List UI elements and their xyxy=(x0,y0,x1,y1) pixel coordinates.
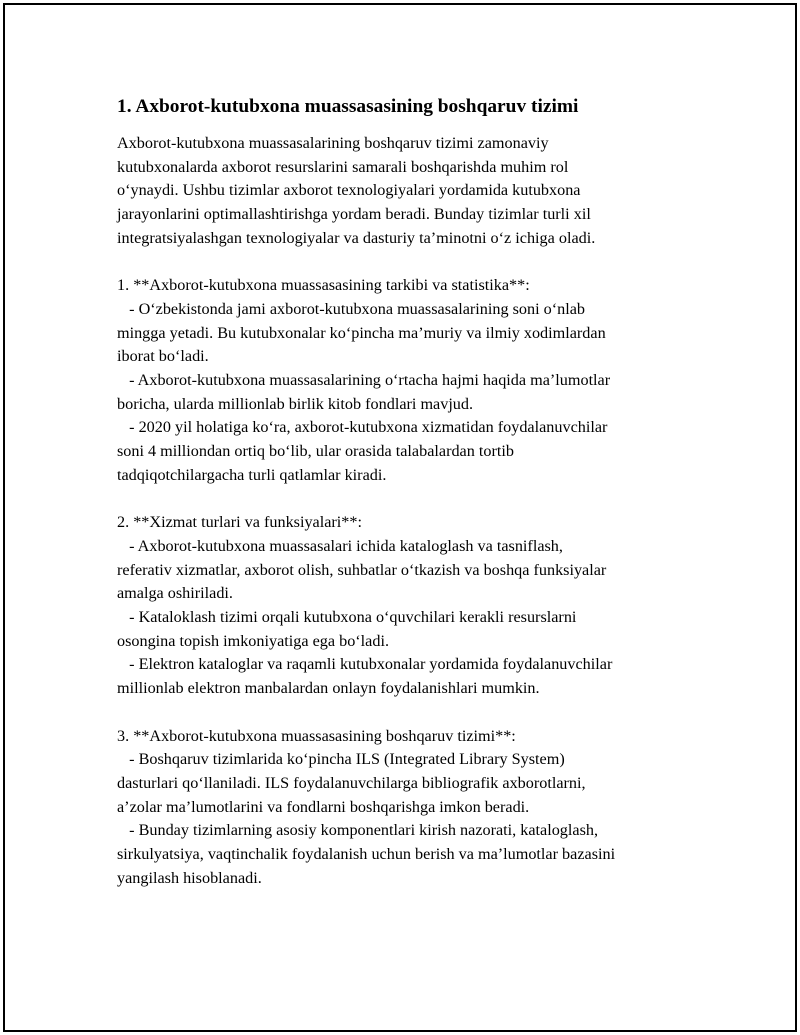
text-line: sirkulyatsiya, vaqtinchalik foydalanish uchun berish va ma’lumotlar bazasini xyxy=(117,845,616,864)
text-line: amalga oshiriladi. xyxy=(117,584,233,603)
text-line: - Bunday tizimlarning asosiy komponentlari kirish nazorati, kataloglash, xyxy=(117,821,599,840)
text-line: osongina topish imkoniyatiga ega bo‘ladi. xyxy=(117,631,389,650)
text-line: millionlab elektron manbalardan onlayn foydalanishlari mumkin. xyxy=(117,679,540,698)
text-line: - O‘zbekistonda jami axborot-kutubxona muassasalarining soni o‘nlab xyxy=(117,299,585,318)
section-management-system xyxy=(117,725,717,891)
text-line: - Axborot-kutubxona muassasalari ichida kataloglash va tasniflash, xyxy=(117,536,563,555)
text-line: soni 4 milliondan ortiq bo‘lib, ular orasida talabalardan tortib xyxy=(117,442,514,461)
text-line: mingga yetadi. Bu kutubxonalar ko‘pincha ma’muriy va ilmiy xodimlardan xyxy=(117,323,606,342)
section-heading: 2. **Xizmat turlari va funksiyalari**: xyxy=(117,513,362,532)
text-line: referativ xizmatlar, axborot olish, suhbatlar o‘tkazish va boshqa funksiyalar xyxy=(117,560,607,579)
text-line: a’zolar ma’lumotlarini va fondlarni boshqarishga imkon beradi. xyxy=(117,797,530,816)
text-line: jarayonlarini optimallashtirishga yordam beradi. Bunday tizimlar turli xil xyxy=(117,205,591,224)
text-line: - Boshqaruv tizimlarida ko‘pincha ILS (Integrated Library System) xyxy=(117,750,565,769)
text-line: boricha, ularda millionlab birlik kitob fondlari mavjud. xyxy=(117,394,474,413)
text-line: - Elektron kataloglar va raqamli kutubxonalar yordamida foydalanuvchilar xyxy=(117,655,613,674)
section-services-functions xyxy=(117,511,717,701)
text-line: Axborot-kutubxona muassasalarining boshqaruv tizimi zamonaviy xyxy=(117,134,549,152)
section-structure-statistics xyxy=(117,274,717,487)
text-line: iborat bo‘ladi. xyxy=(117,347,209,366)
text-line: dasturlari qo‘llaniladi. ILS foydalanuvchilarga bibliografik axborotlarni, xyxy=(117,773,586,792)
text-line: yangilash hisoblanadi. xyxy=(117,868,262,887)
text-line: kutubxonalarda axborot resurslarini samarali boshqarishda muhim rol xyxy=(117,157,569,176)
document-title: 1. Axborot-kutubxona muassasasining boshqaruv tizimi xyxy=(117,96,579,117)
document-body xyxy=(117,94,717,914)
text-line: - Axborot-kutubxona muassasalarining o‘rtacha hajmi haqida ma’lumotlar xyxy=(117,371,611,390)
section-heading: 1. **Axborot-kutubxona muassasasining tarkibi va statistika**: xyxy=(117,276,530,295)
text-line: - Kataloklash tizimi orqali kutubxona o‘quvchilari kerakli resurslarni xyxy=(117,608,577,627)
text-line: tadqiqotchilargacha turli qatlamlar kiradi. xyxy=(117,465,387,484)
intro-paragraph xyxy=(117,132,717,251)
text-line: - 2020 yil holatiga ko‘ra, axborot-kutubxona xizmatidan foydalanuvchilar xyxy=(117,418,608,437)
text-line: integratsiyalashgan texnologiyalar va dasturiy ta’minotni o‘z ichiga oladi. xyxy=(117,228,596,247)
section-heading: 3. **Axborot-kutubxona muassasasining boshqaruv tizimi**: xyxy=(117,726,516,745)
text-line: o‘ynaydi. Ushbu tizimlar axborot texnologiyalari yordamida kutubxona xyxy=(117,181,581,200)
